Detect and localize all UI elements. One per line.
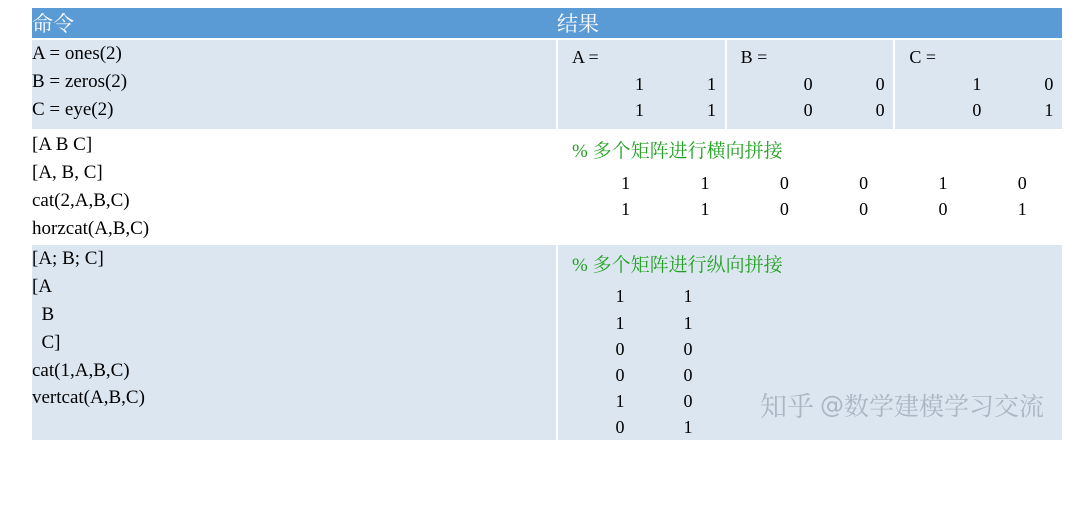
table-row	[32, 130, 1062, 244]
matlab-concat-table-container	[32, 8, 1062, 442]
matrix-value: 1	[621, 198, 631, 219]
matrix-row	[586, 336, 1062, 362]
matrix-value: 0	[803, 100, 813, 121]
matrix-value: 0	[859, 198, 869, 219]
matrix-row	[586, 362, 1062, 388]
command-line: C]	[32, 331, 61, 353]
result-cell	[557, 39, 1062, 130]
command-line: vertcat(A,B,C)	[32, 387, 145, 409]
column-header-result: 结果	[557, 8, 1062, 39]
watermark-at-symbol: @	[819, 390, 844, 419]
matrix-value: 0	[803, 74, 813, 94]
matrix-row	[586, 310, 1062, 336]
matrix-value: 1	[615, 390, 625, 411]
matrix-value: 0	[615, 364, 625, 385]
matrix-row	[895, 71, 1062, 97]
command-line: horzcat(A,B,C)	[32, 217, 150, 239]
matrix-row	[895, 97, 1062, 123]
matrix-value: 1	[1017, 198, 1027, 219]
table-header	[32, 8, 1062, 39]
matrix-row	[558, 97, 725, 123]
watermark-username: 数学建模学习交流	[843, 391, 1044, 421]
result-block-c	[893, 40, 1062, 129]
matrix-row	[727, 71, 894, 97]
result-block-group	[558, 40, 1062, 129]
table-row	[32, 244, 1062, 441]
column-header-command: 命令	[32, 8, 557, 39]
matrix-value: 1	[635, 100, 644, 121]
matrix-value: 0	[683, 338, 693, 359]
matrix-value: 1	[621, 172, 631, 193]
command-cell	[32, 39, 557, 130]
matrix-value: 0	[1044, 74, 1054, 94]
matrix-value: 0	[875, 100, 885, 121]
matrix-row	[558, 71, 725, 97]
matrix-label: A =	[572, 47, 599, 67]
command-line: [A B C]	[32, 134, 93, 156]
matrix-row	[586, 414, 1062, 440]
matrix-value: 0	[1017, 172, 1027, 193]
matrix-value: 1	[707, 100, 716, 121]
command-line: cat(1,A,B,C)	[32, 359, 130, 381]
matrix-value: 1	[938, 172, 948, 193]
matrix-value: 0	[683, 364, 693, 385]
matrix-value: 0	[683, 390, 693, 411]
matrix-value: 1	[1044, 100, 1054, 121]
matlab-concat-table	[32, 8, 1062, 442]
matrix-value: 1	[700, 198, 710, 219]
result-comment: % 多个矩阵进行横向拼接	[572, 141, 783, 163]
matrix-value: 0	[779, 198, 789, 219]
command-line: [A, B, C]	[32, 162, 103, 184]
matrix-value: 1	[683, 312, 693, 333]
watermark-logo: 知乎	[759, 392, 814, 424]
matrix-value: 1	[700, 172, 710, 193]
command-line: B = zeros(2)	[32, 70, 128, 92]
command-line: A = ones(2)	[32, 43, 122, 64]
matrix-value: 1	[683, 416, 693, 437]
matrix-value: 1	[707, 74, 716, 94]
command-cell	[32, 244, 557, 441]
matrix-row	[586, 388, 1062, 414]
matrix-row	[586, 170, 1062, 196]
matrix-value: 0	[859, 172, 869, 193]
result-block-b	[725, 40, 894, 129]
matrix-row	[727, 97, 894, 123]
result-cell	[557, 130, 1062, 244]
matrix-row	[586, 196, 1062, 222]
matrix-value: 1	[615, 286, 625, 307]
matrix-value: 1	[635, 74, 644, 94]
matrix-value: 0	[615, 416, 625, 437]
table-header-row	[32, 8, 1062, 39]
command-line: C = eye(2)	[32, 98, 114, 120]
result-cell	[557, 244, 1062, 441]
matrix-value: 1	[615, 312, 625, 333]
result-comment: % 多个矩阵进行纵向拼接	[572, 254, 783, 276]
table-row	[32, 39, 1062, 130]
command-line: [A; B; C]	[32, 247, 104, 269]
matrix-row	[586, 283, 1062, 309]
command-line: [A	[32, 275, 53, 297]
matrix-label: C =	[909, 47, 937, 67]
matrix-value: 0	[875, 74, 885, 94]
matrix-value: 0	[938, 198, 948, 219]
command-line: cat(2,A,B,C)	[32, 190, 130, 212]
command-line: B	[32, 303, 55, 325]
table-body	[32, 39, 1062, 441]
result-matrix	[558, 170, 1062, 222]
result-matrix	[558, 283, 1062, 440]
matrix-value: 1	[972, 74, 982, 94]
command-cell	[32, 130, 557, 244]
matrix-value: 0	[615, 338, 625, 359]
matrix-label: B =	[740, 47, 768, 67]
result-block-a	[558, 40, 725, 129]
matrix-value: 0	[972, 100, 982, 121]
matrix-value: 1	[683, 286, 693, 307]
matrix-value: 0	[779, 172, 789, 193]
